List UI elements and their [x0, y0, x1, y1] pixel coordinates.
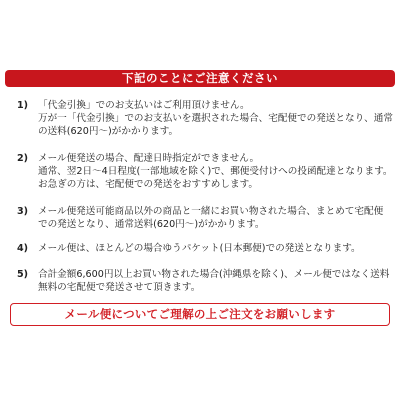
notice-header [5, 70, 395, 87]
notice-line: お急ぎの方は、宅配便での発送をおすすめします。 [38, 179, 258, 191]
notice-number: 2) [17, 153, 29, 164]
footer-message: メール便についてご理解の上ご注文をお願いします [64, 307, 336, 321]
notice-line: メール便は、ほとんどの場合ゆうパケット(日本郵便)での発送となります。 [38, 243, 361, 254]
notice-number: 3) [17, 206, 29, 217]
notice-item-5 [17, 268, 400, 294]
notice-number: 5) [17, 269, 29, 280]
notice-item-2 [17, 152, 400, 192]
notice-line: での発送となり、通常送料(620円〜)がかかります。 [38, 219, 265, 231]
notice-item-1 [17, 99, 400, 139]
notice-line: の送料(620円〜)がかかります。 [38, 126, 179, 138]
notice-line: 「代金引換」でのお支払いはご利用頂けません。 [38, 100, 250, 111]
notice-line: メール便発送可能商品以外の商品と一緒にお買い物された場合、まとめて宅配便 [38, 206, 384, 217]
notice-header-title: 下記のことにご注意ください [122, 71, 278, 85]
notice-number: 4) [17, 243, 29, 254]
notice-item-3 [17, 205, 400, 231]
notice-item-4 [17, 242, 400, 255]
notice-number: 1) [17, 100, 29, 111]
notice-line: メール便発送の場合、配達日時指定ができません。 [38, 153, 260, 164]
footer-message-box [10, 303, 390, 326]
notice-line: 通常、翌2日〜4日程度(一部地域を除く)で、郵便受付けへの投函配達となります。 [38, 166, 393, 178]
notice-line: 無料の宅配便で発送させて頂きます。 [38, 282, 201, 294]
notice-line: 合計金額6,600円以上お買い物された場合(沖縄県を除く)、メール便ではなく送料 [38, 269, 390, 280]
notice-line: 万が一「代金引換」でのお支払いを選択された場合、宅配便での発送となり、通常 [38, 113, 393, 125]
